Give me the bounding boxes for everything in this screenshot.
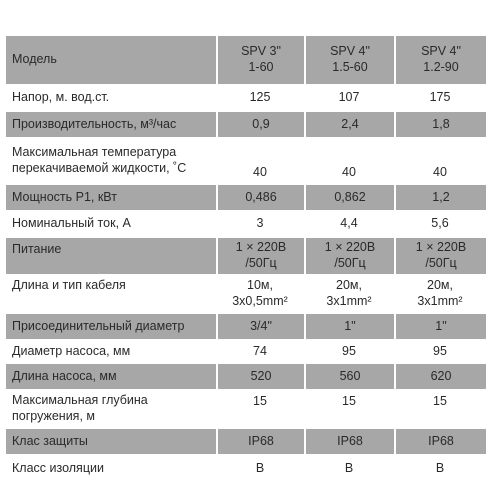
row-pump-length bbox=[6, 364, 486, 389]
row-label: Диаметр насоса, мм bbox=[12, 343, 131, 358]
cell-value: 1,8 bbox=[394, 112, 486, 137]
cell-value: 3/4" bbox=[216, 314, 304, 339]
row-pump-diameter bbox=[6, 339, 486, 364]
row-power bbox=[6, 185, 486, 210]
cell-value: 0,486 bbox=[216, 185, 304, 210]
cell-value: 175 bbox=[429, 90, 451, 105]
cell-value: 20м, 3х1mm² bbox=[417, 278, 463, 308]
cell-value: 107 bbox=[338, 90, 360, 105]
cell-value: 520 bbox=[216, 364, 304, 389]
row-connection-diameter bbox=[6, 314, 486, 339]
row-head-pressure bbox=[6, 84, 486, 112]
row-label: Мощность Р1, кВт bbox=[6, 185, 216, 210]
row-protection-class bbox=[6, 429, 486, 454]
cell-value: 560 bbox=[304, 364, 394, 389]
row-label: Максимальная температура перекачиваемой жидкости, ˚С bbox=[12, 145, 187, 175]
cell-value: B bbox=[344, 460, 354, 475]
cell-value: 620 bbox=[394, 364, 486, 389]
cell-value: 10м, 3х0,5mm² bbox=[232, 278, 288, 308]
row-label: Длина насоса, мм bbox=[6, 364, 216, 389]
row-insulation-class bbox=[6, 454, 486, 483]
row-label: Клас защиты bbox=[6, 429, 216, 454]
cell-value: 1,2 bbox=[394, 185, 486, 210]
cell-value: 1" bbox=[304, 314, 394, 339]
cell-value: 5,6 bbox=[431, 216, 449, 231]
cell-value: 95 bbox=[342, 343, 356, 358]
cell-value: 74 bbox=[253, 343, 267, 358]
row-label: Питание bbox=[6, 238, 216, 274]
cell-value: 1 × 220В /50Гц bbox=[304, 238, 394, 274]
header-label: Модель bbox=[6, 36, 216, 84]
row-rated-current bbox=[6, 210, 486, 238]
row-flow-rate bbox=[6, 112, 486, 137]
row-power-supply bbox=[6, 238, 486, 274]
cell-value: IP68 bbox=[216, 429, 304, 454]
row-cable bbox=[6, 274, 486, 314]
row-label: Номинальный ток, А bbox=[12, 216, 131, 231]
row-label: Напор, м. вод.ст. bbox=[12, 90, 110, 105]
cell-value: 1" bbox=[394, 314, 486, 339]
cell-value: 1 × 220В /50Гц bbox=[216, 238, 304, 274]
cell-value: IP68 bbox=[304, 429, 394, 454]
row-label: Длина и тип кабеля bbox=[12, 278, 126, 292]
cell-value: B bbox=[435, 460, 445, 475]
spec-table bbox=[6, 36, 486, 483]
cell-value: 2,4 bbox=[304, 112, 394, 137]
model-spv4-1-2-90: SPV 4" 1.2-90 bbox=[394, 36, 486, 84]
row-max-temperature bbox=[6, 137, 486, 185]
cell-value: 95 bbox=[433, 343, 447, 358]
cell-value: 0,862 bbox=[304, 185, 394, 210]
cell-value: B bbox=[255, 460, 265, 475]
cell-value: 3 bbox=[256, 216, 264, 231]
cell-value: 125 bbox=[249, 90, 271, 105]
cell-value: 15 bbox=[342, 394, 356, 408]
cell-value: 1 × 220В /50Гц bbox=[394, 238, 486, 274]
cell-value: 20м, 3х1mm² bbox=[326, 278, 372, 308]
model-spv4-1-5-60: SPV 4" 1.5-60 bbox=[304, 36, 394, 84]
row-label: Присоединительный диаметр bbox=[6, 314, 216, 339]
row-max-depth bbox=[6, 389, 486, 429]
row-label: Максимальная глубина погружения, м bbox=[12, 393, 148, 423]
cell-value: 40 bbox=[433, 165, 447, 180]
cell-value: 15 bbox=[253, 394, 267, 408]
cell-value: 15 bbox=[433, 394, 447, 408]
row-label: Производительность, м³/час bbox=[6, 112, 216, 137]
cell-value: IP68 bbox=[394, 429, 486, 454]
cell-value: 40 bbox=[342, 165, 356, 180]
header-row bbox=[6, 36, 486, 84]
cell-value: 40 bbox=[253, 165, 267, 180]
row-label: Класс изоляции bbox=[12, 460, 104, 475]
cell-value: 4,4 bbox=[340, 216, 358, 231]
cell-value: 0,9 bbox=[216, 112, 304, 137]
model-spv3-1-60: SPV 3" 1-60 bbox=[216, 36, 304, 84]
